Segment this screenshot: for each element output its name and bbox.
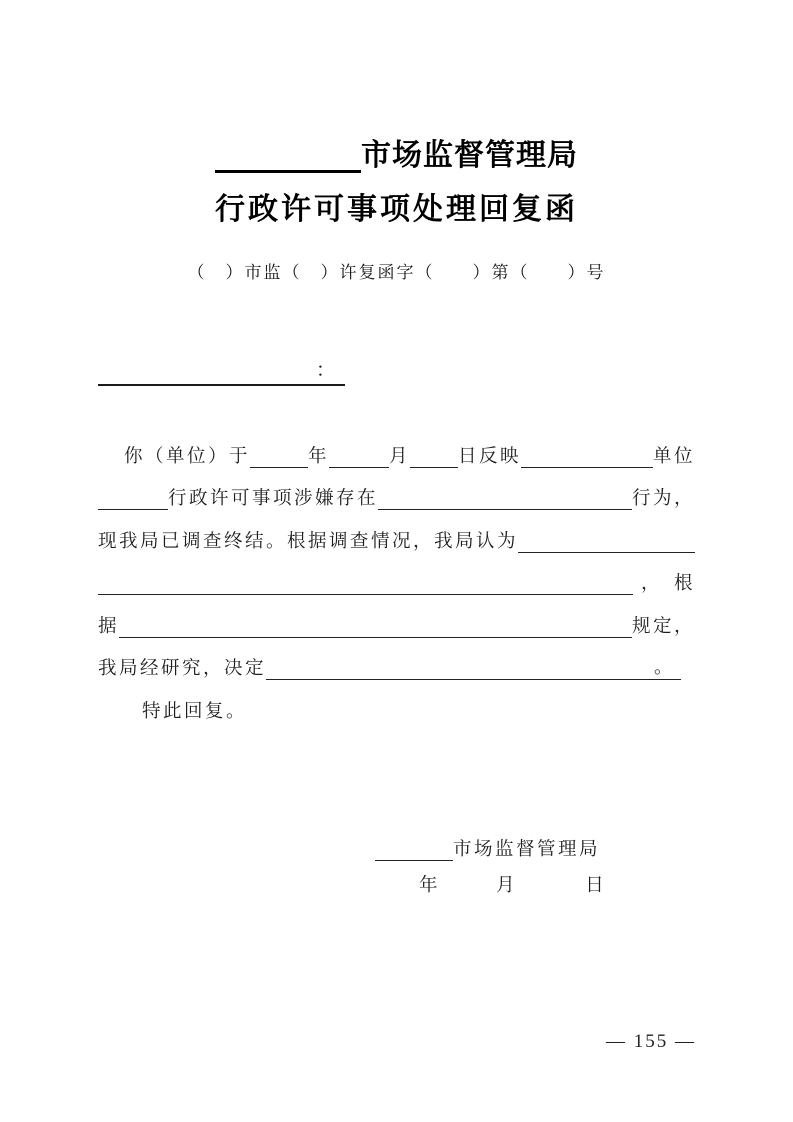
body-text: 日反映 xyxy=(458,446,522,467)
body-text: 你（单位）于 xyxy=(124,446,251,467)
body-text: ， xyxy=(640,574,662,594)
decision-blank-underline xyxy=(266,652,681,680)
body-text: 规定， xyxy=(631,616,695,637)
document-title: 行政许可事项处理回复函 xyxy=(215,193,578,226)
year-blank-underline xyxy=(250,440,308,468)
body-line-1 xyxy=(98,425,695,468)
date-month-label: 月 xyxy=(496,876,515,896)
signature-org-blank-underline xyxy=(375,839,453,861)
closing-text: 特此回复。 xyxy=(142,701,248,722)
body-line-6 xyxy=(98,638,695,681)
org-name-blank-underline xyxy=(215,143,361,173)
body-text: 行为， xyxy=(631,489,695,509)
unit-continue-blank-underline xyxy=(98,482,168,510)
date-year-label: 年 xyxy=(419,876,438,896)
opinion-blank-underline xyxy=(518,525,695,553)
signature-org-text: 市场监督管理局 xyxy=(453,840,601,860)
page-number: — 155 — xyxy=(606,1031,696,1052)
body-text: 现我局已调查终结。根据调查情况，我局认为 xyxy=(98,531,519,552)
body-line-7 xyxy=(98,680,695,723)
body-text: 据 xyxy=(98,616,120,637)
title-org-line xyxy=(0,138,793,174)
body-text: 月 xyxy=(389,446,411,467)
signature-line xyxy=(375,831,600,861)
body-text: 根 xyxy=(673,574,695,594)
suspected-behavior-blank-underline xyxy=(378,482,632,510)
period-mark: 。 xyxy=(653,658,675,678)
body-text: 我局经研究，决定 xyxy=(98,659,267,679)
body-text: 年 xyxy=(308,446,330,467)
body-text: 行政许可事项涉嫌存在 xyxy=(168,489,379,509)
body-paragraph xyxy=(98,425,695,723)
body-line-3 xyxy=(98,510,695,553)
unit-name-blank-underline xyxy=(521,440,653,468)
month-blank-underline xyxy=(329,440,389,468)
date-day-label: 日 xyxy=(585,876,604,896)
legal-basis-blank-underline xyxy=(119,610,632,638)
doc-number-line: （ ）市监（ ）许复函字（ ）第（ ）号 xyxy=(187,263,606,282)
addressee-blank-line xyxy=(98,352,345,386)
body-text: 单位 xyxy=(652,446,695,467)
title-org-text: 市场监督管理局 xyxy=(361,139,578,172)
opinion-continue-blank-underline xyxy=(98,567,633,595)
body-line-4 xyxy=(98,553,695,596)
day-blank-underline xyxy=(410,440,458,468)
addressee-colon: ： xyxy=(315,360,335,381)
body-line-2 xyxy=(98,468,695,511)
signature-date-line xyxy=(375,871,604,897)
body-line-5 xyxy=(98,595,695,638)
